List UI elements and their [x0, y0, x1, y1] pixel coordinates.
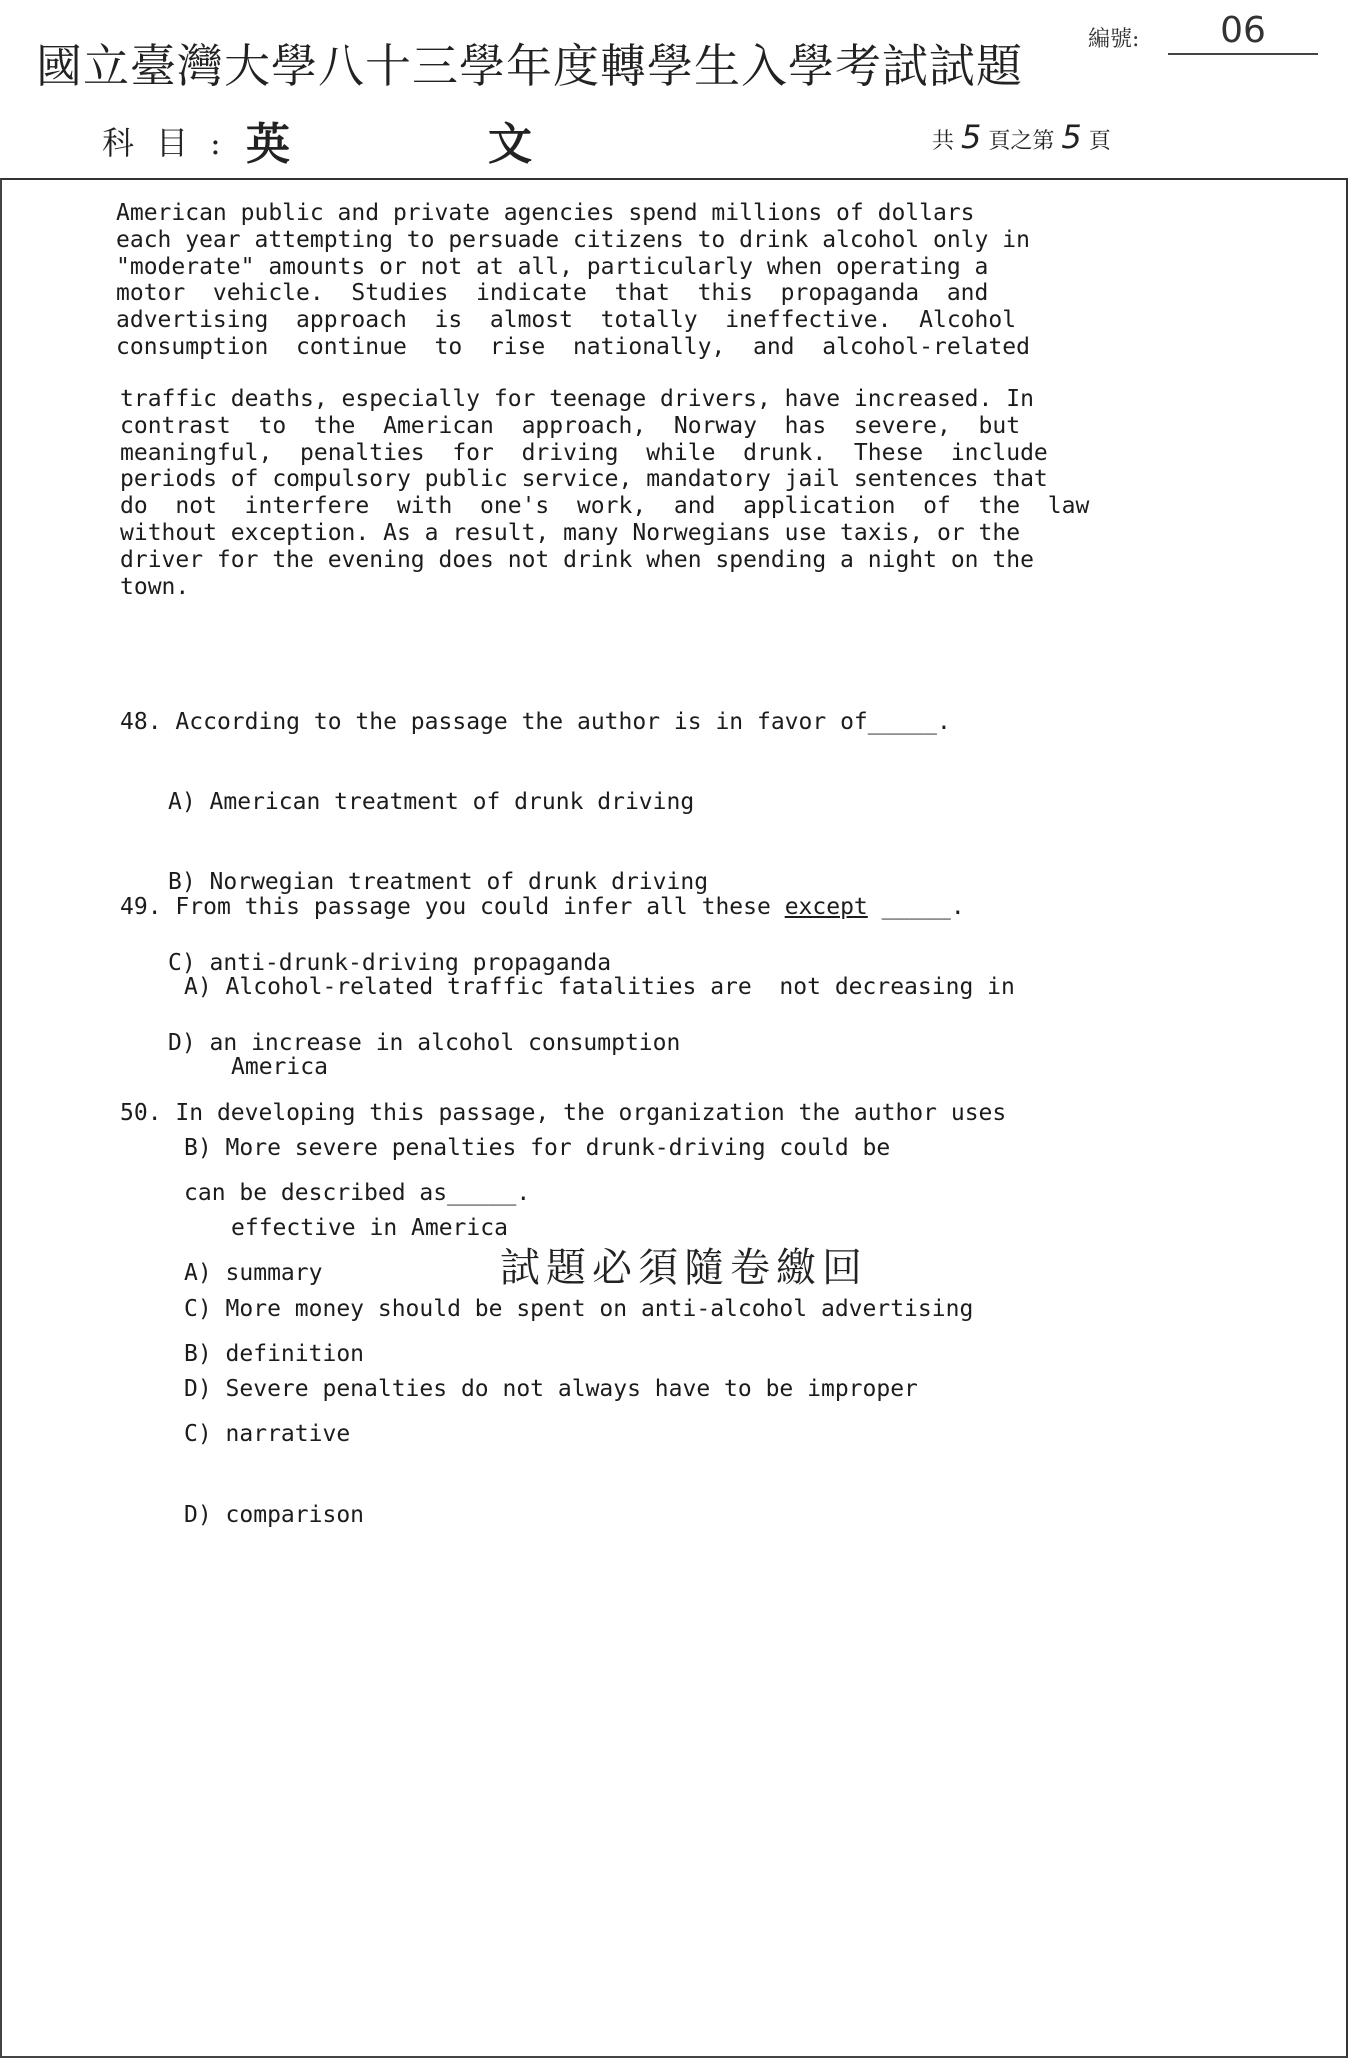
answer-option-b: B) definition: [184, 1340, 365, 1367]
question-stem: [120, 1100, 1006, 1127]
question-stem: [120, 709, 951, 736]
return-notice: 試題必須隨卷繳回: [500, 1245, 868, 1291]
passage-paragraph-2: [120, 386, 1089, 600]
answer-option-b: B) More severe penalties for drunk-driving could be: [184, 1134, 891, 1161]
question-number: 49.: [120, 893, 162, 920]
answer-option-a: A) summary: [184, 1260, 323, 1287]
question-text-end: _____.: [867, 893, 965, 920]
passage-line: consumption continue to rise nationally, and alcohol-related: [116, 333, 1030, 360]
page-total: 5: [961, 118, 982, 156]
passage-line: without exception. As a result, many Norwegians use taxis, or the: [120, 519, 1021, 546]
page-current: 5: [1061, 118, 1082, 156]
question-text: In developing this passage, the organization the author uses: [175, 1099, 1007, 1126]
passage-line: "moderate" amounts or not at all, particularly when operating a: [116, 253, 989, 280]
answer-option-c: C) anti-drunk-driving propaganda: [168, 949, 612, 976]
answer-option-a: A) American treatment of drunk driving: [168, 788, 695, 815]
passage-paragraph-1: [116, 200, 1030, 361]
passage-line: traffic deaths, especially for teenage drivers, have increased. In: [120, 386, 1034, 412]
passage-line: meaningful, penalties for driving while drunk. These include: [120, 439, 1048, 466]
question-stem: [120, 894, 1015, 921]
question-number: 50.: [120, 1099, 162, 1126]
page-info-prefix: 共: [932, 129, 955, 154]
passage-line: do not interfere with one's work, and application of the law: [120, 493, 1090, 520]
answer-option-b-cont: effective in America: [231, 1215, 508, 1242]
subject-label: 科目:: [102, 124, 243, 162]
passage-line: periods of compulsory public service, mandatory jail sentences that: [120, 466, 1048, 493]
answer-option-a-cont: America: [231, 1054, 328, 1081]
code-value: 06: [1168, 10, 1318, 55]
answer-option-b: B) Norwegian treatment of drunk driving: [168, 869, 709, 896]
code-label: 編號:: [1088, 27, 1140, 52]
passage-line: contrast to the American approach, Norway has severe, but: [120, 412, 1021, 439]
answer-option-d: D) comparison: [184, 1501, 365, 1528]
question-emphasis: except: [784, 893, 868, 920]
answer-option-c: C) narrative: [184, 1421, 351, 1448]
passage-line: each year attempting to persuade citizens to drink alcohol only in: [116, 226, 1030, 253]
question-text: From this passage you could infer all these: [175, 893, 785, 920]
answer-option-a: A) Alcohol-related traffic fatalities are not decreasing in: [184, 973, 1015, 1000]
page-info: [932, 118, 1111, 156]
answer-option-c: C) More money should be spent on anti-alcohol advertising: [184, 1295, 974, 1322]
passage-line: advertising approach is almost totally ineffective. Alcohol: [116, 307, 1017, 334]
question-text: According to the passage the author is in favor of_____.: [175, 708, 951, 735]
question-text-cont: can be described as_____.: [184, 1179, 531, 1206]
exam-title: 國立臺灣大學八十三學年度轉學生入學考試試題: [36, 39, 1023, 93]
answer-option-d: D) an increase in alcohol consumption: [168, 1030, 681, 1057]
question-number: 48.: [120, 708, 162, 735]
question-50: [120, 1046, 1006, 1582]
subject-value: 英文: [246, 119, 730, 170]
passage-line: motor vehicle. Studies indicate that this propaganda and: [116, 280, 989, 307]
page-info-mid: 頁之第: [988, 129, 1055, 154]
passage-line: American public and private agencies spend millions of dollars: [116, 200, 975, 226]
answer-option-d: D) Severe penalties do not always have to be improper: [184, 1375, 918, 1402]
passage-line: town.: [120, 573, 190, 600]
page-info-suffix: 頁: [1088, 129, 1111, 154]
passage-line: driver for the evening does not drink when spending a night on the: [120, 546, 1034, 573]
